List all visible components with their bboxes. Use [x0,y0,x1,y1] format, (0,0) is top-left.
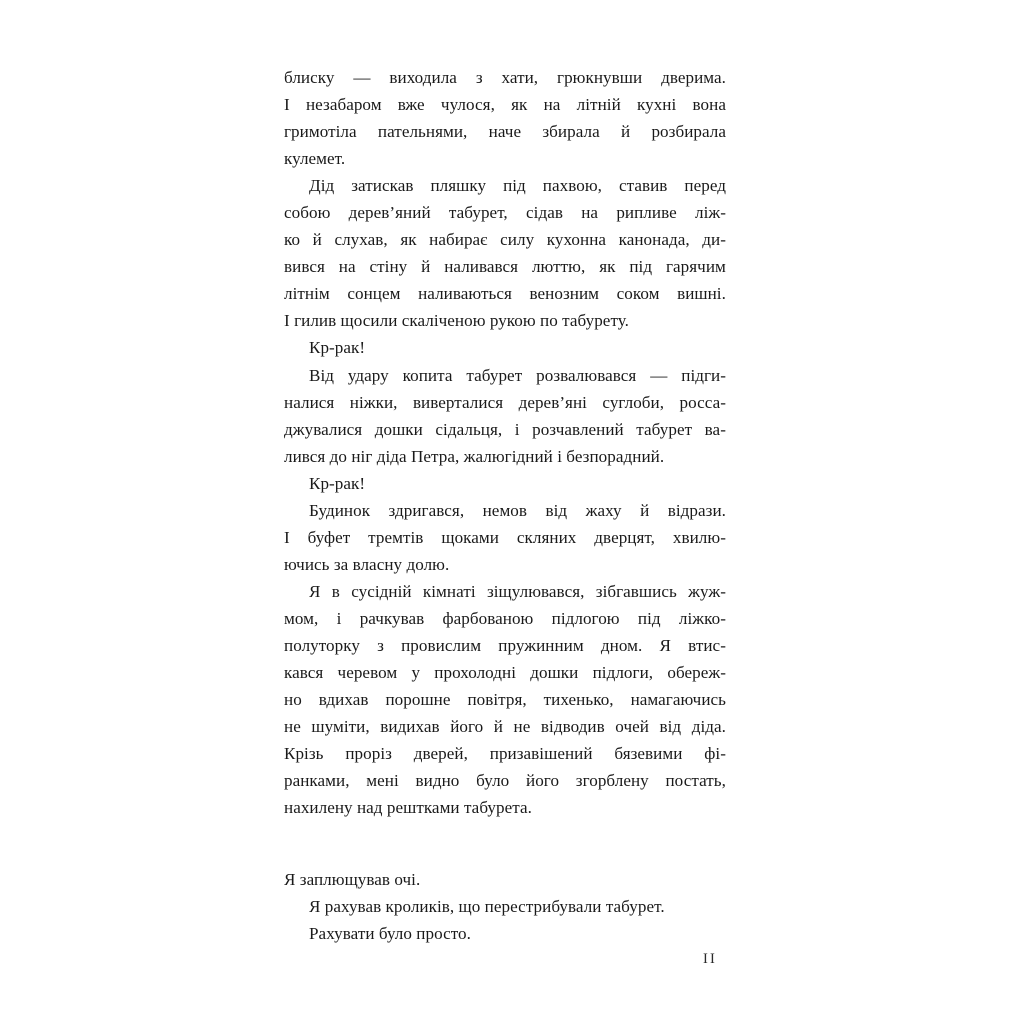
word: мені [366,771,399,791]
word: полуторку [284,635,360,655]
word: вдихав [318,690,369,710]
word: Я [309,581,321,601]
word: ранками, [284,771,350,791]
word: його [450,717,484,737]
word: під [629,257,653,277]
paragraph [284,362,726,470]
word: постать, [665,771,726,791]
word: виверталися [412,392,504,412]
text-line: Рахувати було просто. [309,924,471,944]
word: було [476,771,510,791]
word: тихенько, [543,690,614,710]
word: під [503,176,526,196]
word: табурет [636,419,693,439]
word: налися [284,392,335,412]
word: як [511,95,528,115]
word: видно [415,771,460,791]
word: жуж- [688,581,726,601]
word: проріз [345,744,392,764]
word: розчавлений [532,419,624,439]
word: діда. [691,717,726,737]
word: літнім [284,284,330,304]
word: ставив [618,176,668,196]
word: підги- [681,365,726,385]
word: гримотіла [284,122,357,142]
word: пляшку [430,176,487,196]
word: згорблену [575,771,649,791]
word: Будинок [309,500,371,520]
word: джувалися [284,419,363,439]
page-number: II [702,951,718,967]
word: І [284,527,290,547]
text-line [284,659,726,686]
word: вона [692,95,726,115]
word: ва- [704,419,726,439]
text-line: Я заплющував очі. [284,870,421,890]
word: порошне [385,690,451,710]
word: провислим [401,635,482,655]
word: ніжки, [349,392,398,412]
text-line [284,118,726,145]
word: сонцем [347,284,401,304]
word: Від [309,365,334,385]
paragraph-gap [284,821,726,866]
word: намагаючись [630,690,726,710]
page-text-block [284,64,726,947]
word: кухонна [546,230,607,250]
word: но [284,690,302,710]
word: й [640,500,650,520]
word: дверцят, [594,527,655,547]
word: блиску [284,68,335,87]
word: підлоги, [592,663,654,683]
word: здригався, [388,500,465,520]
word: виходила [389,68,457,87]
text-line: І гилив щосили скаліченою рукою по табурету. [284,311,629,331]
paragraph [284,497,726,578]
word: затискав [351,176,414,196]
word: у [411,663,421,683]
paragraph [284,334,726,361]
word: розвалювався [536,365,637,385]
paragraph [284,172,726,334]
word: — [353,68,371,87]
paragraph [284,893,726,920]
word: фарбованою [442,608,534,628]
word: перед [684,176,726,196]
word: повітря, [467,690,527,710]
text-line [284,199,726,226]
word: зібгавшись [595,581,677,601]
word: грюкнувши [557,68,643,87]
text-line: кулемет. [284,149,346,169]
word: як [599,257,616,277]
word: скляних [516,527,577,547]
text-line [284,91,726,118]
text-line [284,686,726,713]
text-line [284,578,726,605]
word: шуміти, [311,717,370,737]
word: як [400,230,417,250]
word: кухні [637,95,677,115]
word: хати, [501,68,539,87]
text-line: ючись за власну долю. [284,554,450,574]
word: з [475,68,483,87]
word: наливався [444,257,519,277]
word: ліжко- [678,608,726,628]
word: — [650,365,668,385]
word: дошки [374,419,423,439]
word: Я [659,635,671,655]
word: стіну [369,257,408,277]
word: й [620,122,631,142]
word: в [331,581,340,601]
word: й [493,717,503,737]
text-line [284,172,726,199]
word: на [543,95,561,115]
word: обереж- [667,663,726,683]
word: черевом [337,663,398,683]
word: вився [284,257,325,277]
word: під [637,608,661,628]
word: немов [482,500,528,520]
text-line: Кр-рак! [309,338,366,358]
text-line [284,416,726,443]
word: соком [616,284,660,304]
text-line [284,740,726,767]
word: і [336,608,342,628]
word: відрази. [667,500,726,520]
word: від [659,717,682,737]
word: пахвою, [542,176,602,196]
word: видихав [380,717,440,737]
text-line [284,253,726,280]
text-line: нахилену над рештками табурета. [284,798,532,818]
word: від [545,500,568,520]
word: щоками [441,527,499,547]
word: й [421,257,431,277]
word: пательнями, [377,122,468,142]
word: хвилю- [672,527,726,547]
word: рипливе [616,203,677,223]
paragraph [284,578,726,821]
text-line [284,713,726,740]
word: розбирала [651,122,726,142]
word: ліж- [695,203,726,223]
text-line [284,226,726,253]
word: незабаром [305,95,382,115]
word: дверима. [661,68,726,87]
word: ди- [702,230,726,250]
word: удару [347,365,389,385]
word: канонада, [618,230,690,250]
word: сусідній [351,581,412,601]
word: кімнаті [422,581,476,601]
word: кався [284,663,324,683]
word: дошки [530,663,579,683]
text-line [284,280,726,307]
word: пружинним [498,635,584,655]
word: бязевими [614,744,683,764]
word: І [284,95,290,115]
word: силу [500,230,535,250]
word: зіщулювався, [486,581,585,601]
word: наче [488,122,522,142]
word: росса- [679,392,726,412]
text-line: лився до ніг діда Петра, жалюгідний і безпорадний. [284,446,665,466]
paragraph [284,866,726,893]
word: дверей, [413,744,468,764]
word: жаху [585,500,622,520]
word: люттю, [531,257,586,277]
text-line [284,524,726,551]
text-line [284,632,726,659]
word: і [514,419,520,439]
word: літній [576,95,621,115]
text-line [284,497,726,524]
word: сідальця, [435,419,503,439]
word: ко [284,230,301,250]
word: вже [397,95,425,115]
word: на [581,203,599,223]
word: відводив [540,717,605,737]
word: рачкував [359,608,425,628]
text-line: Я рахував кроликів, що перестрибували табурет. [309,897,665,917]
text-line [284,767,726,794]
word: тремтів [368,527,424,547]
word: втис- [688,635,726,655]
paragraph [284,470,726,497]
word: мом, [284,608,319,628]
word: його [526,771,560,791]
word: набирає [429,230,488,250]
word: очей [615,717,649,737]
word: слухав, [334,230,388,250]
word: наливаються [418,284,512,304]
word: копита [402,365,453,385]
word: табурет, [448,203,508,223]
word: чулося, [440,95,495,115]
word: Дід [309,176,335,196]
word: не [513,717,531,737]
text-line [284,362,726,389]
word: збирала [542,122,600,142]
word: й [312,230,322,250]
word: на [338,257,356,277]
word: гарячим [665,257,726,277]
text-line [284,389,726,416]
text-line [284,64,726,91]
word: фі- [704,744,726,764]
word: дном. [600,635,643,655]
word: вишні. [677,284,726,304]
word: підлогою [551,608,620,628]
text-line: Кр-рак! [309,473,366,493]
word: дерев’яні [518,392,587,412]
paragraph [284,920,726,947]
paragraph [284,64,726,172]
word: не [284,717,301,737]
word: сідав [526,203,563,223]
word: Крізь [284,744,324,764]
word: дерев’яний [348,203,431,223]
word: з [377,635,384,655]
word: табурет [466,365,523,385]
word: суглоби, [602,392,665,412]
word: собою [284,203,331,223]
word: буфет [307,527,351,547]
word: венозним [529,284,600,304]
word: прохолодні [434,663,517,683]
text-line [284,605,726,632]
word: призавішений [489,744,593,764]
